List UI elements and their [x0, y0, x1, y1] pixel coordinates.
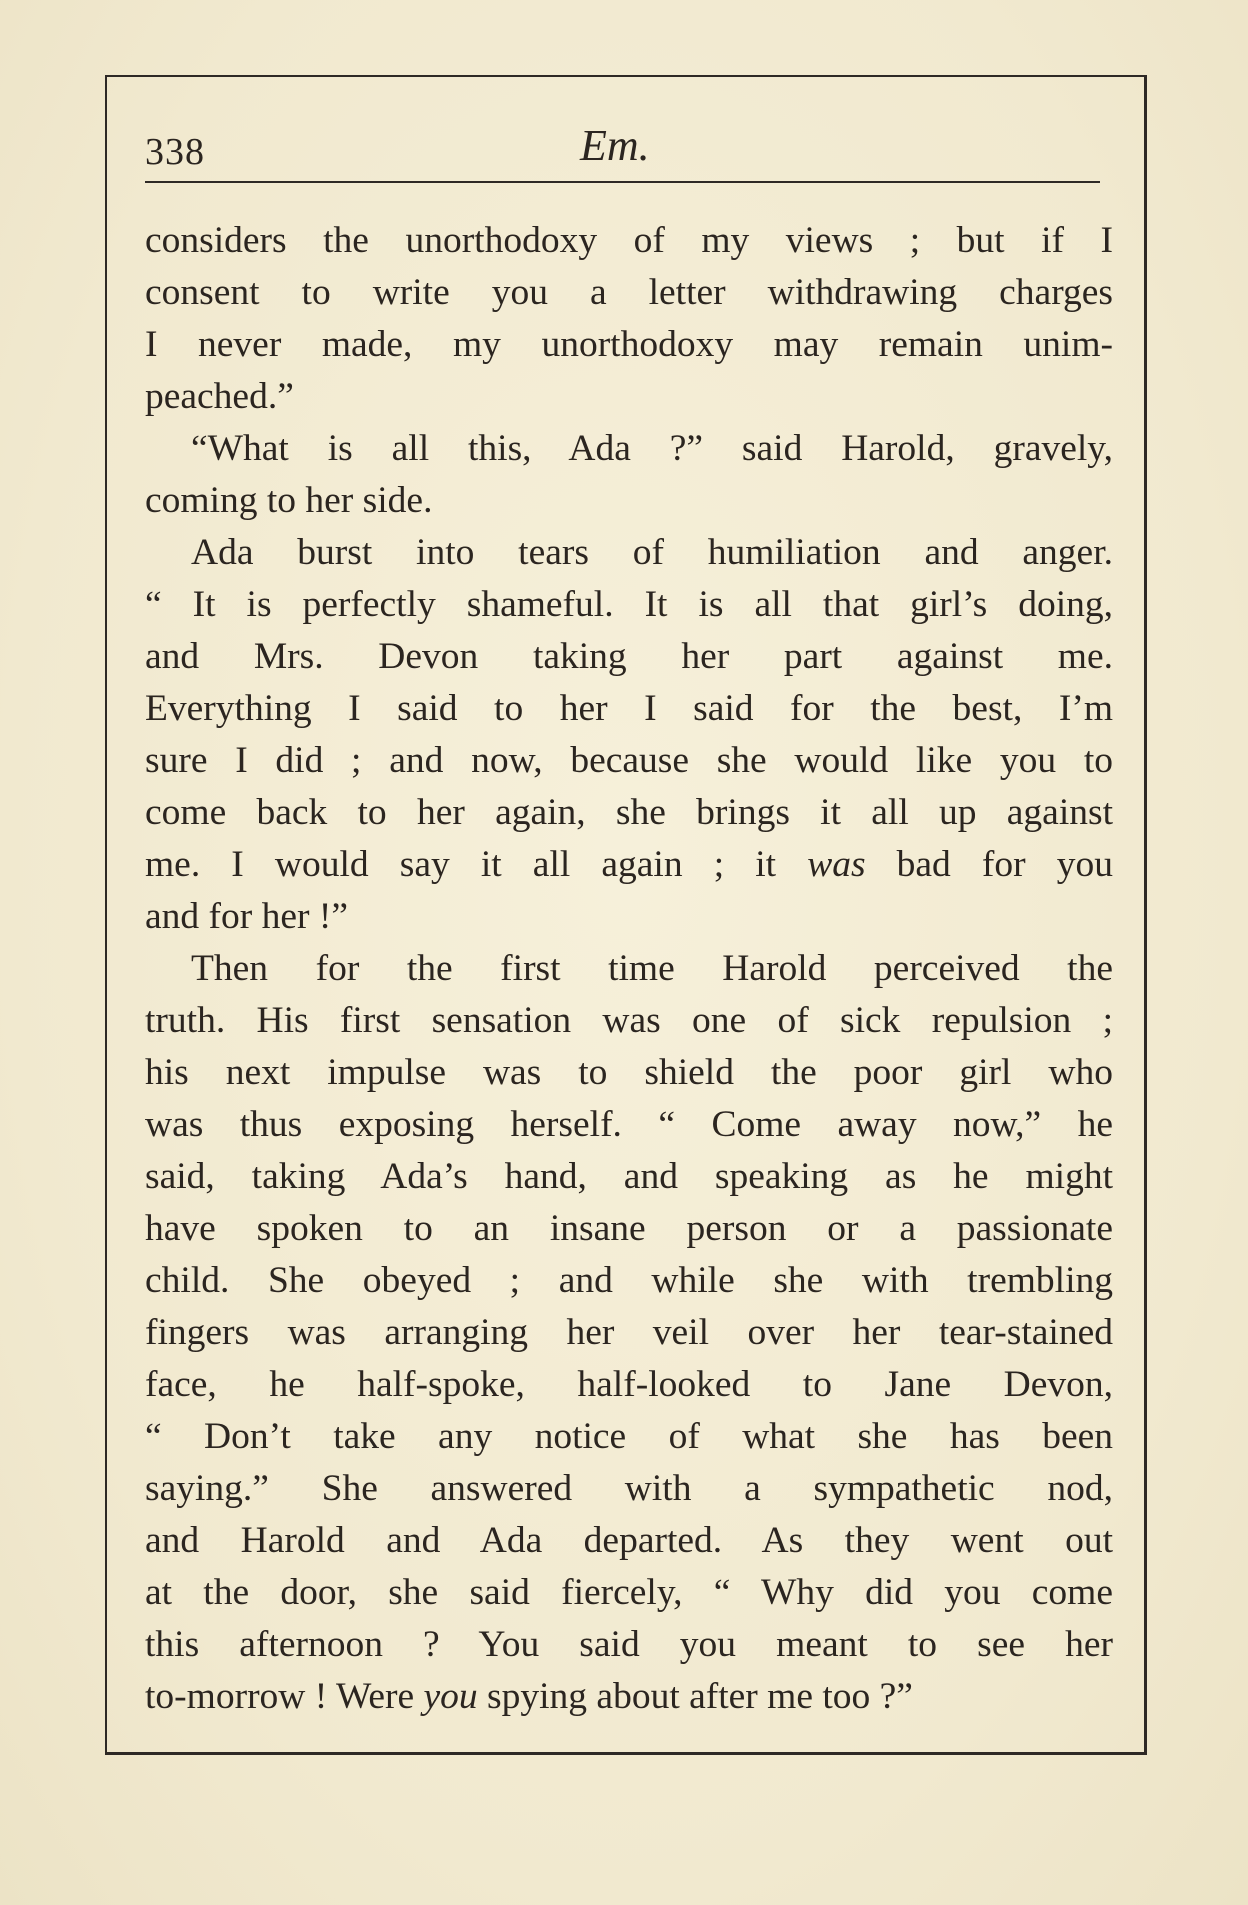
text-line: considers the unorthodoxy of my views ; but if I — [145, 220, 1113, 261]
text-run: me. I would say it all again ; it — [145, 844, 808, 885]
text-line: I never made, my unorthodoxy may remain unim- — [145, 324, 1113, 365]
header-rule — [145, 181, 1100, 183]
text-line: face, he half-spoke, half-looked to Jane Devon, — [145, 1364, 1113, 1405]
text-line: peached.” — [145, 376, 294, 417]
text-line: “ It is perfectly shameful. It is all that girl’s doing, — [145, 584, 1113, 625]
text-line: child. She obeyed ; and while she with trembling — [145, 1260, 1113, 1301]
text-line: Everything I said to her I said for the best, I’m — [145, 688, 1113, 729]
text-line: Ada burst into tears of humiliation and anger. — [191, 532, 1113, 573]
text-line: “What is all this, Ada ?” said Harold, gravely, — [191, 428, 1113, 469]
italic-word: was — [807, 844, 866, 885]
text-line: at the door, she said fiercely, “ Why did you come — [145, 1572, 1113, 1613]
text-line: said, taking Ada’s hand, and speaking as he might — [145, 1156, 1113, 1197]
text-line: sure I did ; and now, because she would like you to — [145, 740, 1113, 781]
text-run: to-morrow ! Were — [145, 1676, 424, 1717]
text-line: and Mrs. Devon taking her part against me. — [145, 636, 1113, 677]
text-line: and Harold and Ada departed. As they went out — [145, 1520, 1113, 1561]
page-header — [145, 112, 1100, 184]
text-line: consent to write you a letter withdrawing charges — [145, 272, 1113, 313]
text-line: was thus exposing herself. “ Come away now,” he — [145, 1104, 1113, 1145]
text-line — [145, 839, 1113, 891]
text-run: bad for you — [865, 844, 1113, 885]
text-line: coming to her side. — [145, 480, 433, 521]
text-line: Then for the first time Harold perceived the — [191, 948, 1113, 989]
text-line: his next impulse was to shield the poor girl who — [145, 1052, 1113, 1093]
text-run: spying about after me too ?” — [477, 1676, 913, 1717]
text-line: saying.” She answered with a sympathetic nod, — [145, 1468, 1113, 1509]
text-line — [145, 1671, 1113, 1723]
page-number: 338 — [145, 131, 205, 173]
text-line: this afternoon ? You said you meant to see her — [145, 1624, 1113, 1665]
text-line: “ Don’t take any notice of what she has been — [145, 1416, 1113, 1457]
body-text — [145, 215, 1113, 1723]
text-line: truth. His first sensation was one of sick repulsion ; — [145, 1000, 1113, 1041]
text-line: have spoken to an insane person or a passionate — [145, 1208, 1113, 1249]
italic-word: you — [423, 1676, 478, 1717]
running-title: Em. — [580, 121, 650, 170]
text-line: fingers was arranging her veil over her tear-stained — [145, 1312, 1113, 1353]
text-line: come back to her again, she brings it all up against — [145, 792, 1113, 833]
text-line: and for her !” — [145, 896, 349, 937]
